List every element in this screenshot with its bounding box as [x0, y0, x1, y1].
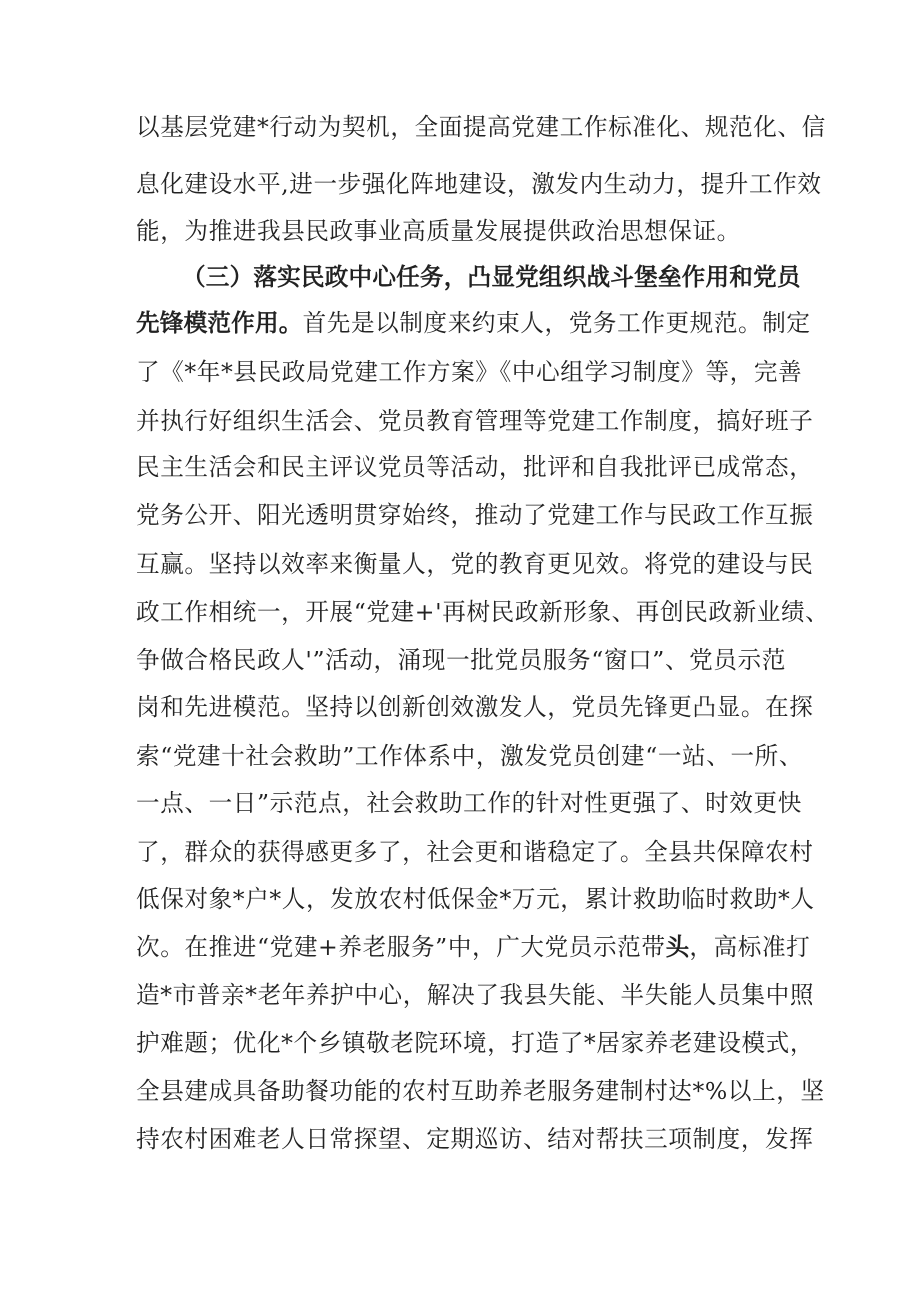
paragraph-line: 能，为推进我县民政事业高质量发展提供政治思想保证。 — [136, 217, 741, 245]
paragraph-line: 岗和先进模范。坚持以创新创效激发人，党员先锋更凸显。在探 — [136, 693, 814, 721]
paragraph-line: 互赢。坚持以效率来衡量人，党的教育更见效。将党的建设与民 — [136, 550, 814, 578]
paragraph-line: 护难题；优化*个乡镇敬老院环境，打造了*居家养老建设模式， — [136, 1029, 815, 1057]
paragraph-line: 了，群众的获得感更多了，社会更和谐稳定了。全县共保障农村 — [136, 838, 814, 866]
paragraph-line: 低保对象*户*人，发放农村低保金*万元，累计救助临时救助*人 — [136, 885, 815, 913]
paragraph-line: 以基层党建*行动为契机，全面提高党建工作标准化、规范化、信 — [136, 113, 826, 141]
paragraph-text: 首先是以制度来约束人，党务工作更规范。制定 — [302, 309, 811, 337]
bold-character: 头 — [665, 933, 690, 961]
paragraph-text: ，高标准打 — [689, 933, 811, 961]
paragraph-line: 持农村困难老人日常探望、定期巡访、结对帮扶三项制度，发挥 — [136, 1125, 814, 1153]
section-heading-continuation: 先锋模范作用。 — [136, 309, 303, 337]
paragraph-line: 民主生活会和民主评议党员等活动，批评和自我批评已成常态， — [136, 453, 814, 481]
paragraph-line: 索“党建十社会救助”工作体系中，激发党员创建“一站、一所、 — [136, 742, 804, 770]
paragraph-line: 政工作相统一，开展“党建+'再树民政新形象、再创民政新业绩、 — [136, 598, 830, 626]
section-heading: （三）落实民政中心任务，凸显党组织战斗堡垒作用和党员 — [182, 263, 801, 291]
paragraph-line: 全县建成具备助餐功能的农村互助养老服务建制村达*%以上，坚 — [136, 1077, 825, 1105]
paragraph-text: 次。在推进“党建+养老服务”中，广大党员示范带 — [136, 933, 666, 961]
paragraph-line: 党务公开、阳光透明贯穿始终，推动了党建工作与民政工作互振 — [136, 501, 814, 529]
paragraph-line-mixed — [136, 924, 811, 970]
paragraph-line: 息化建设水平,进一步强化阵地建设，激发内生动力，提升工作效 — [136, 170, 822, 198]
paragraph-line: 争做合格民政人'”活动，涌现一批党员服务“窗口”、党员示范 — [136, 646, 786, 674]
paragraph-line: 了《*年*县民政局党建工作方案》《中心组学习制度》等，完善 — [136, 358, 803, 386]
paragraph-line: 造*市普亲*老年养护中心，解决了我县失能、半失能人员集中照 — [136, 981, 815, 1009]
paragraph-line-mixed — [136, 300, 811, 346]
paragraph-line: 并执行好组织生活会、党员教育管理等党建工作制度，搞好班子 — [136, 407, 814, 435]
paragraph-line: 一点、一日”示范点，社会救助工作的针对性更强了、时效更快 — [136, 789, 802, 817]
